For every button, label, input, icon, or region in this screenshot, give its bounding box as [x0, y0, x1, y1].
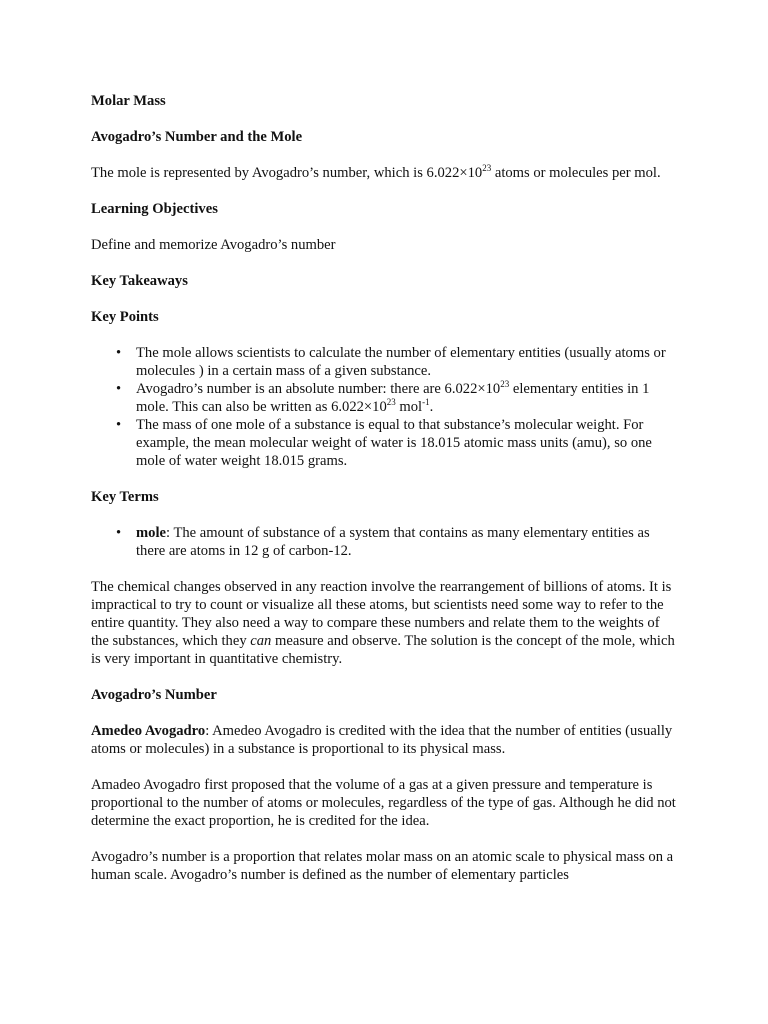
- learning-objectives-heading: Learning Objectives: [91, 201, 218, 217]
- key-point-item-2: [91, 380, 681, 416]
- key-term-word: mole: [136, 525, 166, 541]
- key-takeaways-heading: Key Takeaways: [91, 273, 188, 289]
- key-term-item: [91, 524, 681, 560]
- chemical-changes-emphasis: can: [250, 633, 272, 649]
- chemical-changes-paragraph: [91, 578, 681, 668]
- key-point-2-text-a: Avogadro’s number is an absolute number: there are 6.022×10: [136, 381, 501, 397]
- amedeo-caption-paragraph: [91, 722, 681, 758]
- learning-objectives-text: Define and memorize Avogadro’s number: [91, 237, 336, 253]
- amedeo-caption-text: : Amedeo Avogadro is credited with the idea that the number of entities (usually atoms or molecules) in a substance is proportional to its physical mass.: [91, 723, 673, 757]
- key-point-2-exponent-1: 23: [500, 379, 510, 389]
- chemical-changes-text-after: measure and observe. The solution is the concept of the mole, which is very important in quantitative chemistry.: [91, 633, 675, 667]
- key-terms-list: [91, 524, 681, 560]
- key-term-definition: : The amount of substance of a system that contains as many elementary entities as there are atoms in 12 g of carbon-12.: [136, 525, 650, 559]
- key-points-heading: Key Points: [91, 309, 159, 325]
- avogadro-proportion-paragraph: Avogadro’s number is a proportion that relates molar mass on an atomic scale to physical mass on a human scale. Avogadro’s number is defined as the number of elementary particles: [91, 849, 674, 883]
- intro-exponent: 23: [482, 163, 492, 173]
- key-points-list: [91, 344, 681, 470]
- section-heading-avogadro-mole: Avogadro’s Number and the Mole: [91, 129, 303, 145]
- key-point-2-text-b: elementary entities in 1 mole. This can also be written as 6.022×10: [136, 381, 650, 415]
- amedeo-name: Amedeo Avogadro: [91, 723, 206, 739]
- key-point-2-exponent-2: 23: [386, 397, 396, 407]
- document-title: Molar Mass: [91, 93, 166, 109]
- key-point-item-3: • The mass of one mole of a substance is equal to that substance’s molecular weight. For example, the mean molecular weight of water is 18.015 atomic mass units (amu), so one mole of water weight 18.015 grams.: [91, 416, 681, 470]
- intro-text-after: atoms or molecules per mol.: [491, 165, 661, 181]
- intro-paragraph: [91, 164, 681, 182]
- key-terms-heading: Key Terms: [91, 489, 159, 505]
- amadeo-proposal-paragraph: Amadeo Avogadro first proposed that the volume of a gas at a given pressure and temperature is proportional to the number of atoms or molecules, regardless of the type of gas. Although he did not determine the exact proportion, he is credited for the idea.: [91, 777, 676, 829]
- key-point-item-1: • The mole allows scientists to calculate the number of elementary entities (usually atoms or molecules ) in a certain mass of a given substance.: [91, 344, 681, 380]
- intro-text-before: The mole is represented by Avogadro’s number, which is 6.022×10: [91, 165, 483, 181]
- document-page: [91, 92, 681, 902]
- key-point-2-text-d: .: [429, 399, 434, 415]
- section-heading-avogadro-number: Avogadro’s Number: [91, 687, 217, 703]
- key-point-2-exponent-3: -1: [422, 397, 430, 407]
- chemical-changes-text-before: The chemical changes observed in any reaction involve the rearrangement of billions of atoms. It is impractical to try to count or visualize all these atoms, but scientists need some way to refer to the entire quantity. They also need a way to compare these numbers and relate them to the weights of the substances, which they: [91, 579, 672, 649]
- key-point-2-text-c: mol: [395, 399, 423, 415]
